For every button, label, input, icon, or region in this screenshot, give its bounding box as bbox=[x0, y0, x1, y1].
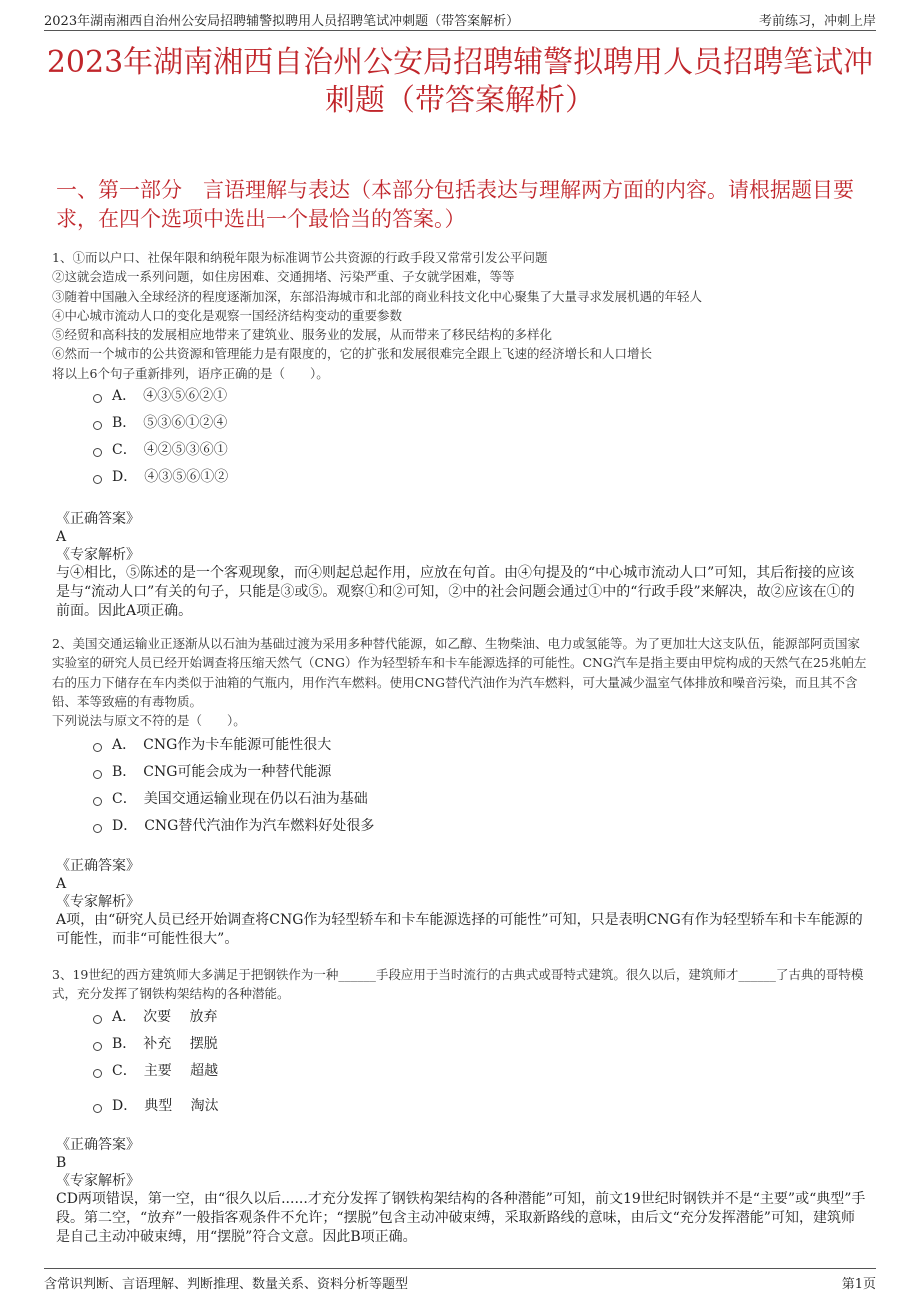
footer-note: 含常识判断、言语理解、判断推理、数量关系、资料分析等题型 bbox=[44, 1277, 409, 1292]
stem-line: ③随着中国融入全球经济的程度逐渐加深，东部沿海城市和北部的商业科技文化中心聚集了大量寻求发展机遇的年轻人 bbox=[52, 288, 703, 304]
radio-icon[interactable] bbox=[93, 448, 102, 457]
page-header bbox=[44, 0, 876, 31]
question-2-answer bbox=[56, 857, 866, 949]
option-label: D． 典型 淘汰 bbox=[112, 1098, 219, 1114]
option-b[interactable] bbox=[93, 761, 331, 781]
option-b[interactable] bbox=[93, 1033, 218, 1053]
radio-icon[interactable] bbox=[93, 475, 102, 484]
option-label: C． 主要 超越 bbox=[112, 1063, 219, 1079]
stem-line: ⑤经贸和高科技的发展相应地带来了建筑业、服务业的发展，从而带来了移民结构的多样化 bbox=[52, 327, 553, 343]
option-label: D． ④③⑤⑥①② bbox=[112, 469, 229, 485]
option-label: A． CNG作为卡车能源可能性很大 bbox=[112, 737, 332, 753]
radio-icon[interactable] bbox=[93, 1069, 102, 1078]
option-c[interactable] bbox=[93, 788, 368, 808]
radio-icon[interactable] bbox=[93, 743, 102, 752]
stem-line: ⑥然而一个城市的公共资源和管理能力是有限度的，它的扩张和发展很难完全跟上飞速的经济增长和人口增长 bbox=[52, 346, 653, 362]
analysis-label: 《专家解析》 bbox=[56, 1173, 140, 1189]
option-b[interactable] bbox=[93, 412, 227, 432]
radio-icon[interactable] bbox=[93, 421, 102, 430]
header-doc-title: 2023年湖南湘西自治州公安局招聘辅警拟聘用人员招聘笔试冲刺题（带答案解析） bbox=[44, 14, 520, 29]
answer-value: B bbox=[56, 1155, 67, 1171]
option-c[interactable] bbox=[93, 1060, 218, 1080]
answer-label: 《正确答案》 bbox=[56, 511, 140, 527]
stem-line: ②这就会造成一系列问题，如住房困难、交通拥堵、污染严重、子女就学困难，等等 bbox=[52, 269, 515, 285]
option-label: B． ⑤③⑥①②④ bbox=[112, 415, 228, 431]
stem-line: 1、①而以户口、社保年限和纳税年限为标准调节公共资源的行政手段又常常引发公平问题 bbox=[52, 250, 548, 265]
question-1-answer bbox=[56, 510, 866, 621]
analysis-label: 《专家解析》 bbox=[56, 547, 140, 563]
document-title: 2023年湖南湘西自治州公安局招聘辅警拟聘用人员招聘笔试冲刺题（带答案解析） bbox=[46, 45, 874, 118]
option-a[interactable] bbox=[93, 734, 331, 754]
option-label: B． 补充 摆脱 bbox=[112, 1036, 218, 1052]
analysis-text: A项，由“研究人员已经开始调查将CNG作为轻型轿车和卡车能源选择的可能性”可知，只是表明CNG有作为轻型轿车和卡车能源的可能性，而非“可能性很大”。 bbox=[56, 912, 863, 947]
question-3-stem bbox=[52, 965, 872, 1004]
answer-value: A bbox=[56, 876, 67, 892]
answer-label: 《正确答案》 bbox=[56, 858, 140, 874]
radio-icon[interactable] bbox=[93, 1042, 102, 1051]
radio-icon[interactable] bbox=[93, 394, 102, 403]
stem-line: 将以上6个句子重新排列，语序正确的是（ ）。 bbox=[52, 365, 329, 381]
analysis-text: 与④相比，⑤陈述的是一个客观现象，而④则起总起作用，应放在句首。由④句提及的“中心城市流动人口”可知，其后衔接的应该是与“流动人口”有关的句子，只能是③或⑤。观察①和②可知，②中的社会问题会通过①中的“行政手段”来解决，故②应该在①的前面。因此A项正确。 bbox=[56, 565, 855, 619]
option-d[interactable] bbox=[93, 815, 374, 835]
option-c[interactable] bbox=[93, 439, 228, 459]
question-1-stem bbox=[52, 248, 872, 383]
header-slogan: 考前练习，冲刺上岸 bbox=[758, 14, 876, 29]
analysis-label: 《专家解析》 bbox=[56, 894, 140, 910]
answer-label: 《正确答案》 bbox=[56, 1137, 140, 1153]
option-label: C． ④②⑤③⑥① bbox=[112, 442, 228, 458]
option-a[interactable] bbox=[93, 385, 227, 405]
analysis-text: CD两项错误，第一空，由“很久以后......才充分发挥了钢铁构架结构的各种潜能”可知，前文19世纪时钢铁并不是“主要”或“典型”手段。第二空，“放弃”一般指客观条件不允许；“摆脱”包含主动冲破束缚，采取新路线的意味，由后文“充分发挥潜能”可知，建筑师是自己主动冲破束缚，用“摆脱”符合文意。因此B项正确。 bbox=[56, 1191, 866, 1245]
answer-value: A bbox=[56, 529, 67, 545]
option-label: D． CNG替代汽油作为汽车燃料好处很多 bbox=[112, 818, 375, 834]
radio-icon[interactable] bbox=[93, 1104, 102, 1113]
option-label: A． 次要 放弃 bbox=[112, 1009, 218, 1025]
stem-line: 2、美国交通运输业正逐渐从以石油为基础过渡为采用多种替代能源，如乙醇、生物柴油、电力或氢能等。为了更加壮大这支队伍，能源部阿贡国家实验室的研究人员已经开始调查将压缩天然气（CNG）作为轻型轿车和卡车能源选择的可能性。CNG汽车是指主要由甲烷构成的天然气在25兆帕左右的压力下储存在车内类似于油箱的气瓶内，用作汽车燃料。使用CNG替代汽油作为汽车燃料，可大量减少温室气体排放和噪音污染，而且其不含铅、苯等致癌的有毒物质。 bbox=[52, 636, 867, 709]
radio-icon[interactable] bbox=[93, 1015, 102, 1024]
question-2-stem bbox=[52, 634, 872, 730]
page-number: 第1页 bbox=[841, 1277, 876, 1292]
option-d[interactable] bbox=[93, 1095, 219, 1115]
question-3-answer bbox=[56, 1136, 866, 1247]
page-footer bbox=[44, 1268, 876, 1293]
radio-icon[interactable] bbox=[93, 797, 102, 806]
stem-line: 3、19世纪的西方建筑师大多满足于把钢铁作为一种______手段应用于当时流行的古典式或哥特式建筑。很久以后，建筑师才______了古典的哥特模式，充分发挥了钢铁构架结构的各种潜能。 bbox=[52, 967, 864, 1002]
option-a[interactable] bbox=[93, 1006, 218, 1026]
section-heading: 一、第一部分 言语理解与表达（本部分包括表达与理解两方面的内容。请根据题目要求，在四个选项中选出一个最恰当的答案。） bbox=[56, 178, 854, 231]
option-d[interactable] bbox=[93, 466, 228, 486]
stem-line: 下列说法与原文不符的是（ ）。 bbox=[52, 713, 246, 729]
option-label: C． 美国交通运输业现在仍以石油为基础 bbox=[112, 791, 368, 807]
option-label: B． CNG可能会成为一种替代能源 bbox=[112, 764, 332, 780]
option-label: A． ④③⑤⑥②① bbox=[112, 388, 228, 404]
radio-icon[interactable] bbox=[93, 770, 102, 779]
radio-icon[interactable] bbox=[93, 824, 102, 833]
stem-line: ④中心城市流动人口的变化是观察一国经济结构变动的重要参数 bbox=[52, 307, 403, 323]
